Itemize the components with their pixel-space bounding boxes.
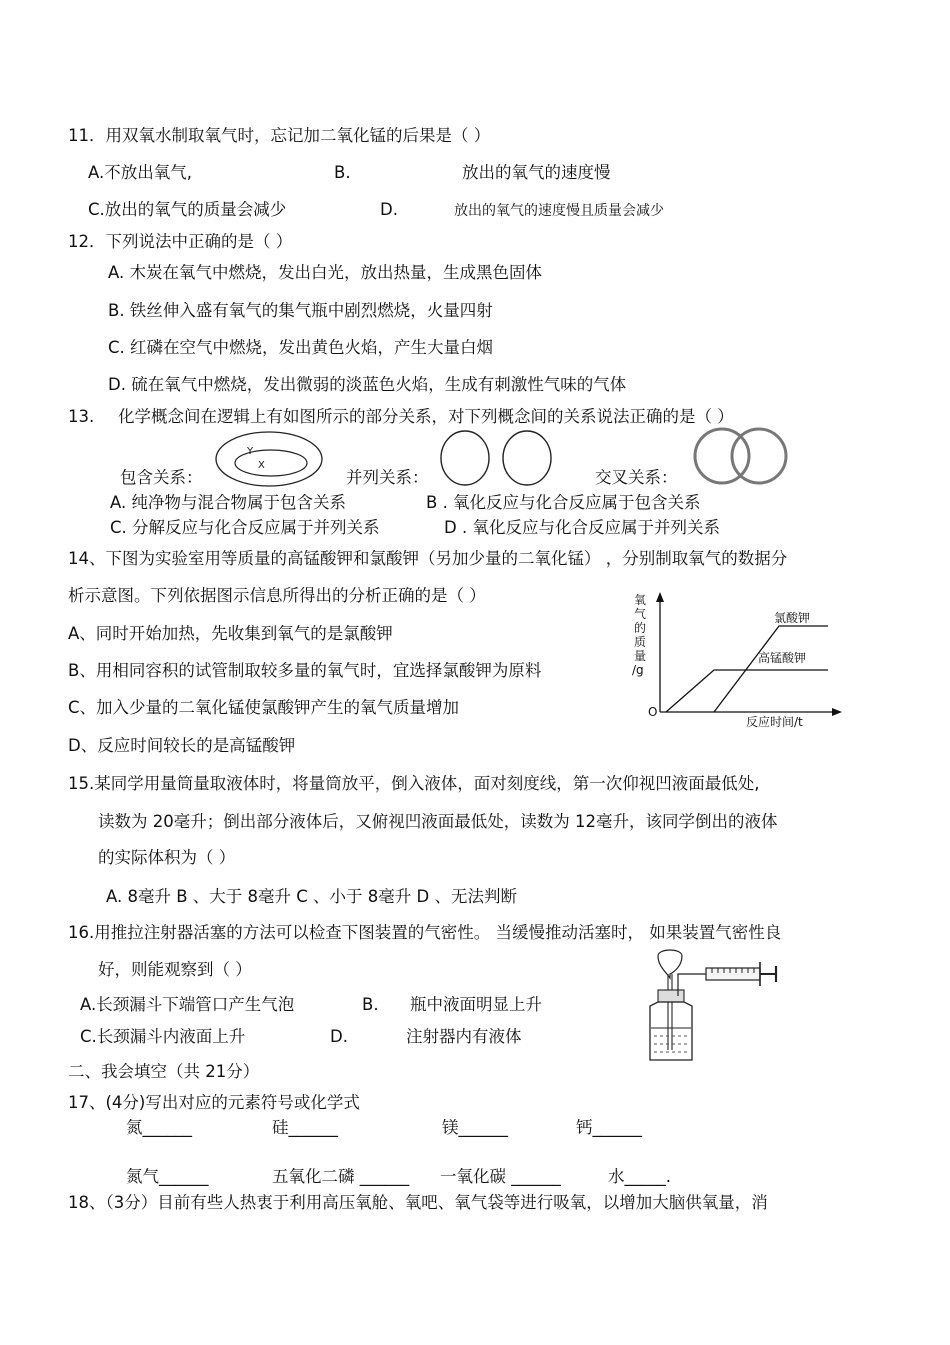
q16-option-d-letter: D. bbox=[330, 1027, 348, 1046]
fig-contain-label: 包含关系： bbox=[120, 468, 203, 487]
contain-relation-figure bbox=[214, 430, 326, 492]
q11-stem: 11．用双氧水制取氧气时，忘记加二氧化锰的后果是（ ） bbox=[68, 126, 491, 145]
q14-option-a: A、同时开始加热，先收集到氧气的是氯酸钾 bbox=[68, 624, 393, 643]
q13-option-c: C. 分解反应与化合反应属于并列关系 bbox=[110, 518, 380, 537]
q16-option-a: A.长颈漏斗下端管口产生气泡 bbox=[80, 995, 295, 1014]
q17-blank-co[interactable]: 一氧化碳 ______ bbox=[440, 1167, 561, 1186]
parallel-relation-figure bbox=[438, 428, 558, 490]
q13-stem: 化学概念间在逻辑上有如图所示的部分关系，对下列概念间的关系说法正确的是（ ） bbox=[118, 407, 734, 426]
q12-stem: 12．下列说法中正确的是（ ） bbox=[68, 232, 293, 251]
q15-stem-line1: 15.某同学用量筒量取液体时，将量筒放平，倒入液体，面对刻度线，第一次仰视凹液面最低处, bbox=[68, 774, 760, 793]
chart-origin: O bbox=[648, 705, 658, 719]
q14-stem-line2: 析示意图。下列依据图示信息所得出的分析正确的是（ ） bbox=[68, 586, 486, 605]
q14-option-d: D、反应时间较长的是高锰酸钾 bbox=[68, 736, 296, 755]
q17-blank-silicon[interactable]: 硅______ bbox=[272, 1118, 338, 1137]
oxygen-mass-chart bbox=[628, 588, 858, 730]
fig-parallel-label: 并列关系： bbox=[346, 468, 429, 487]
q16-stem-line1: 16.用推拉注射器活塞的方法可以检查下图装置的气密性。 当缓慢推动活塞时， 如果装置气密性良 bbox=[68, 923, 782, 942]
q11-option-b-letter: B. bbox=[334, 163, 351, 182]
chart-legend-kclo3: 氯酸钾 bbox=[774, 611, 811, 625]
chart-ylabel-5: /g bbox=[632, 663, 644, 677]
chart-ylabel-4: 量 bbox=[634, 649, 647, 663]
cross-relation-figure bbox=[684, 428, 802, 486]
q11-option-c: C.放出的氧气的质量会减少 bbox=[88, 200, 287, 219]
q18-stem: 18、（3分）目前有些人热衷于利用高压氧舱、氧吧、氧气袋等进行吸氧，以增加大脑供氧量，消 bbox=[68, 1193, 768, 1212]
q12-option-a: A. 木炭在氧气中燃烧，发出白光，放出热量，生成黑色固体 bbox=[108, 263, 542, 282]
chart-ylabel-2: 的 bbox=[634, 621, 647, 635]
q11-option-a: A.不放出氧气, bbox=[88, 163, 192, 182]
q17-blank-magnesium[interactable]: 镁______ bbox=[442, 1118, 508, 1137]
q16-option-b-letter: B. bbox=[362, 995, 379, 1014]
q15-options: A. 8毫升 B 、大于 8毫升 C 、小于 8毫升 D 、无法判断 bbox=[106, 887, 517, 906]
q17-blank-nitrogen[interactable]: 氮______ bbox=[126, 1118, 192, 1137]
fig-cross-label: 交叉关系： bbox=[595, 468, 678, 487]
chart-xlabel: 反应时间/t bbox=[746, 715, 803, 729]
q12-option-d: D. 硫在氧气中燃烧，发出微弱的淡蓝色火焰，生成有刺激性气味的气体 bbox=[108, 375, 627, 394]
q15-stem-line2: 读数为 20毫升；倒出部分液体后，又俯视凹液面最低处，读数为 12毫升，该同学倒出的液体 bbox=[98, 812, 778, 831]
q11-option-d-text: 放出的氧气的速度慢且质量会减少 bbox=[454, 203, 664, 219]
q17-blank-nitrogen-gas[interactable]: 氮气______ bbox=[126, 1167, 209, 1186]
chart-x-arrow bbox=[832, 708, 842, 716]
q17-blank-calcium[interactable]: 钙______ bbox=[576, 1118, 642, 1137]
chart-ylabel-1: 气 bbox=[634, 607, 647, 621]
q17-blank-water[interactable]: 水_____. bbox=[608, 1167, 671, 1186]
q17-blank-p2o5[interactable]: 五氧化二磷 ______ bbox=[272, 1167, 410, 1186]
chart-line-kmno4 bbox=[666, 670, 828, 712]
q16-stem-line2: 好，则能观察到（ ） bbox=[98, 960, 252, 979]
chart-line-kclo3 bbox=[714, 626, 828, 712]
fig-y-label: Y bbox=[247, 446, 254, 457]
q17-stem: 17、(4分)写出对应的元素符号或化学式 bbox=[68, 1093, 360, 1112]
q14-option-c: C、加入少量的二氧化锰使氯酸钾产生的氧气质量增加 bbox=[68, 698, 460, 717]
q14-stem-line1: 14、下图为实验室用等质量的高锰酸钾和氯酸钾（另加少量的二氧化锰） ，分别制取氧气的数据分 bbox=[68, 549, 788, 568]
q12-option-c: C. 红磷在空气中燃烧，发出黄色火焰，产生大量白烟 bbox=[108, 338, 494, 357]
section-2-heading: 二、我会填空（共 21分） bbox=[68, 1062, 260, 1081]
chart-y-arrow bbox=[656, 592, 664, 602]
q13-number: 13. bbox=[68, 407, 95, 426]
chart-ylabel-3: 质 bbox=[634, 635, 647, 649]
q13-option-a: A. 纯净物与混合物属于包含关系 bbox=[110, 493, 346, 512]
chart-ylabel-0: 氧 bbox=[634, 593, 647, 607]
q16-option-c: C.长颈漏斗内液面上升 bbox=[80, 1027, 246, 1046]
fig-x-label: X bbox=[258, 460, 265, 471]
chart-legend-kmno4: 高锰酸钾 bbox=[758, 651, 807, 665]
airtightness-apparatus-figure bbox=[636, 950, 784, 1064]
q12-option-b: B. 铁丝伸入盛有氧气的集气瓶中剧烈燃烧，火量四射 bbox=[108, 301, 493, 320]
q14-option-b: B、用相同容积的试管制取较多量的氧气时，宜选择氯酸钾为原料 bbox=[68, 661, 542, 680]
q11-option-d-letter: D. bbox=[380, 200, 398, 219]
q13-option-b: B . 氧化反应与化合反应属于包含关系 bbox=[426, 493, 701, 512]
q16-option-b-text: 瓶中液面明显上升 bbox=[410, 995, 542, 1014]
q13-option-d: D . 氧化反应与化合反应属于并列关系 bbox=[444, 518, 720, 537]
q11-option-b-text: 放出的氧气的速度慢 bbox=[462, 163, 611, 182]
q15-stem-line3: 的实际体积为（ ） bbox=[98, 848, 236, 867]
q16-option-d-text: 注射器内有液体 bbox=[406, 1027, 522, 1046]
